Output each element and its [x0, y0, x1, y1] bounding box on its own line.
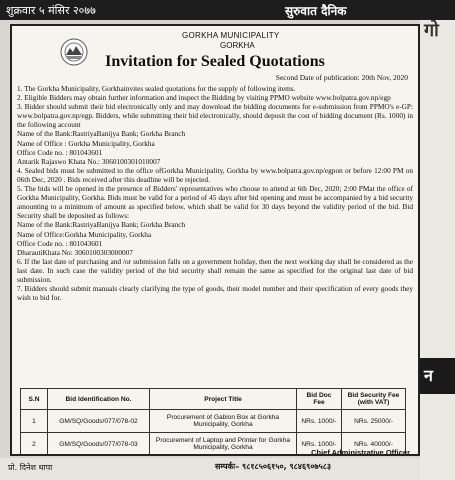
- paragraph: Name of the Bank:RastriyaBanijya Bank; Gorkha Branch: [17, 220, 186, 230]
- table-cell: Procurement of Gabion Box at Gorkha Municipality, Gorkha: [150, 410, 297, 433]
- footer-contact: सम्पर्कः– ९८१८५०६१५०, ९८४६९०७५८३: [215, 462, 332, 471]
- paragraph: 6. If the last date of purchasing and /or submission falls on a government holiday, then the next working day shall be considered as the last date. In such case the validity period of the bid security shall remain the same as specified for the original last date of bid submission.: [17, 256, 413, 284]
- footer-name: प्रो. दिनेश थापा: [8, 463, 53, 472]
- bid-table: [20, 388, 406, 456]
- table-cell: 2: [21, 433, 48, 456]
- paragraph: Name of Office : Gorkha Municipality, Gorkha: [17, 138, 155, 148]
- paragraph: Name of Office:Gorkha Municipality, Gorkha: [17, 229, 152, 239]
- table-cell: NRs. 1000/-: [297, 410, 342, 433]
- table-cell: NRs. 40000/-: [342, 433, 406, 456]
- paragraph: Office Code no. : 801043601: [17, 238, 103, 248]
- paragraph: Name of the Bank:RastriyaBanijya Bank; Gorkha Branch: [17, 129, 186, 139]
- table-cell: 1: [21, 410, 48, 433]
- table-cell: Procurement of Laptop and Printer for Gorkha Municipality, Gorkha: [150, 433, 297, 456]
- paragraph: 3. Bidder should submit their bid electronically only and may download the bidding documents for e-submission from PPMO's e-GP: www.bolpatra.gov.np/egp. Bidders, while submitting their bid electronically, should deposit the cost of bidding document (Rs. 1000) in the following account: [17, 102, 413, 130]
- newspaper-header: [0, 0, 455, 20]
- table-cell: GM/SQ/Goods/077/078-03: [48, 433, 150, 456]
- organization-name: GORKHA MUNICIPALITY: [182, 31, 280, 40]
- column-header: Bid Doc Fee: [297, 389, 342, 410]
- table-cell: NRs. 25000/-: [342, 410, 406, 433]
- table-header-row: [21, 389, 406, 410]
- column-header: Bid Identification No.: [48, 389, 150, 410]
- adjacent-column: [420, 20, 455, 480]
- column-header: Project Title: [150, 389, 297, 410]
- notice-title: Invitation for Sealed Quotations: [105, 53, 325, 70]
- paragraph: 2. Eligible Bidders may obtain further information and inspect the Bidding by visiting PPMO website www.bolpatra.gov.np/egp: [17, 93, 391, 103]
- adjacent-heading: गो: [424, 20, 439, 41]
- paragraph: 4. Sealed bids must be submitted to the office ofGorkha Municipality, Gorkha by www.bolpatra.gov.np/egpon or before 12:00 PM on 06th Dec, 2020 . Bids received after this deadline will be rejected.: [17, 165, 413, 184]
- paragraph: Office Code no. : 801043601: [17, 147, 103, 157]
- publication-date: Second Date of publication: 20th Nov, 2020: [275, 73, 408, 82]
- table-row: [21, 410, 406, 433]
- paragraph: DharautiKhata No: 3060100303000007: [17, 247, 133, 257]
- notice-body: [17, 84, 413, 302]
- paragraph: Antarik Rajaswo Khata No.: 3060100301010007: [17, 156, 161, 166]
- quotation-notice: [10, 24, 420, 456]
- page-footer: [0, 458, 420, 480]
- issue-date: शुक्रवार ५ मंसिर २०७७: [6, 4, 96, 17]
- column-header: Bid Security Fee (with VAT): [342, 389, 406, 410]
- paragraph: 7. Bidders should submit manuals clearly clarifying the type of goods, their model number and their specification of every goods they wish to bid for.: [17, 284, 413, 303]
- column-header: S.N: [21, 389, 48, 410]
- organization-place: GORKHA: [220, 41, 255, 50]
- paragraph: 5. The bids will be opened in the presence of Bidders' representatives who choose to attend at 6th Dec, 2020; 2:00 PMat the office of Gorkha Municipality, Gorkha. Bids must be valid for a period of 45 days after bid opening and must be accompanied by a bid security amounting to a minimum of amount as specified below, which shall be valid for 30 days beyond the validity period of the bid. Bid Security shall be deposited as follows:: [17, 184, 413, 221]
- newspaper-name: सुरुवात दैनिक: [285, 4, 347, 18]
- paragraph: 1. The Gorkha Municipality, Gorkhainvites sealed quotations for the supply of following items.: [17, 84, 296, 93]
- adjacent-dark-heading: न: [420, 358, 455, 394]
- table-cell: GM/SQ/Goods/077/078-02: [48, 410, 150, 433]
- signatory: Chief Administrative Officer: [311, 448, 410, 456]
- table-cell: NRs. 1000/-: [297, 433, 342, 456]
